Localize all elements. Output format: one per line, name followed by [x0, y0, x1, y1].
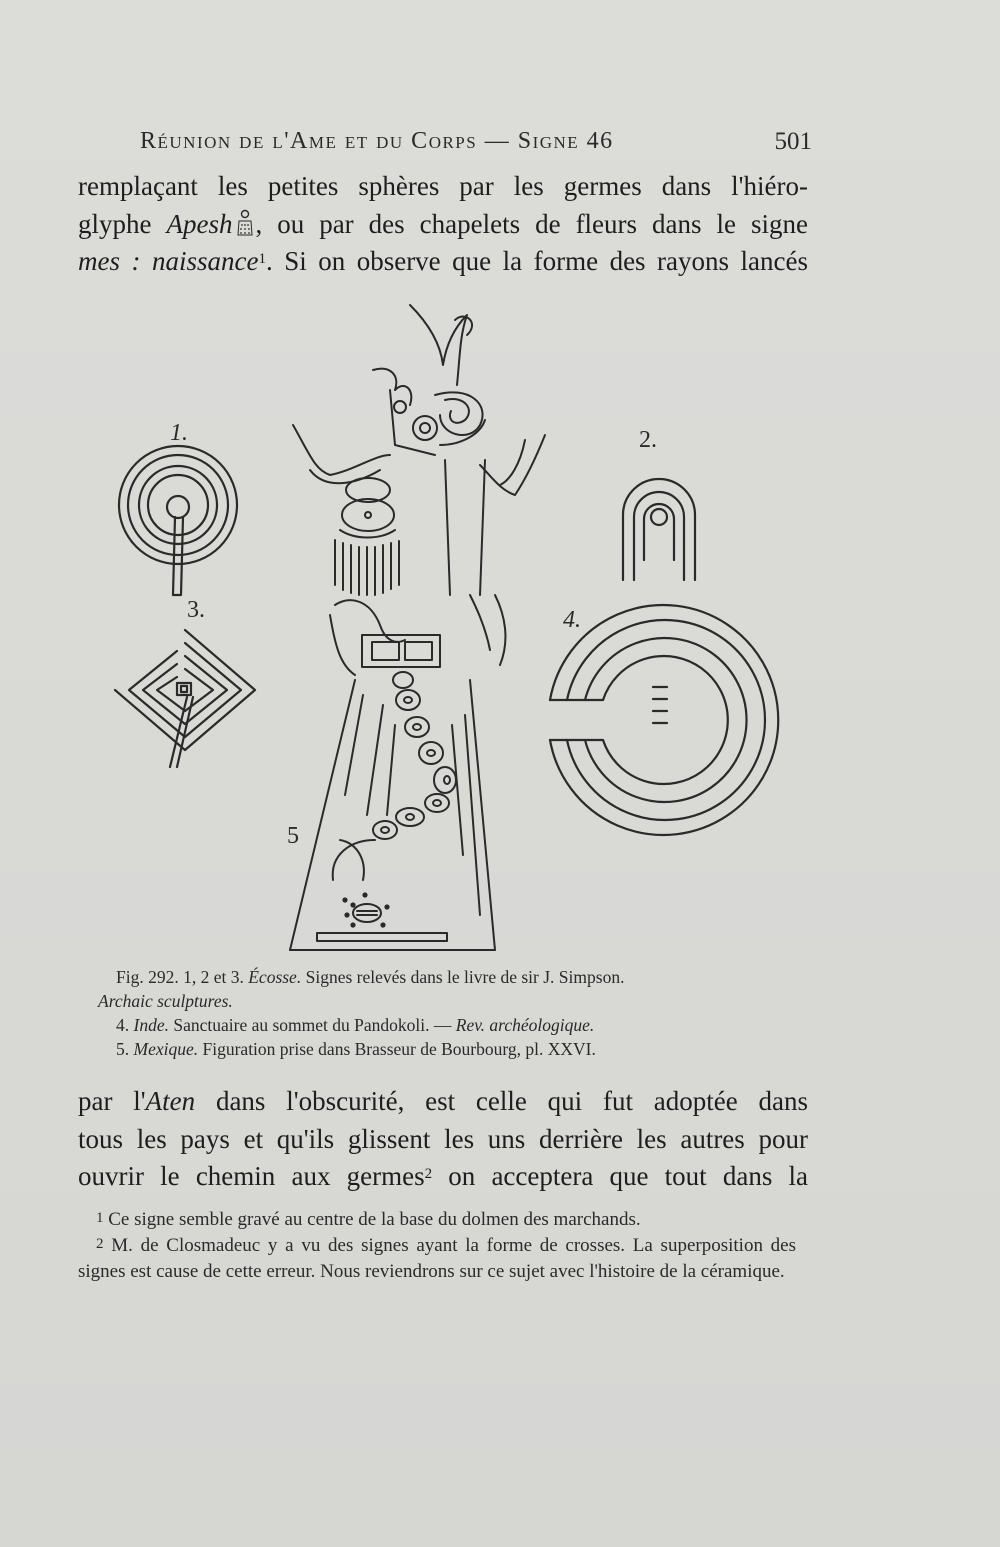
text-line: par l'Aten dans l'obscurité, est celle qui fut adoptée dans — [78, 1086, 809, 1116]
figure-2-horseshoe-arches — [623, 479, 695, 580]
running-header — [140, 128, 812, 156]
footnotes — [78, 1207, 796, 1285]
caption-line: Fig. 292. 1, 2 et 3. Écosse. Signes relevés dans le livre de sir J. Simpson. — [116, 967, 625, 987]
text-line: mes : naissance$^1$. Si on observe que la forme des rayons lancés — [78, 246, 808, 276]
figure-label-1: 1. — [170, 420, 188, 446]
paragraph-top — [78, 168, 808, 281]
figure-292 — [95, 295, 815, 960]
caption-line: 4. Inde. Sanctuaire au sommet du Pandokoli. — Rev. archéologique. — [116, 1015, 595, 1035]
caption-line: Archaic sculptures. — [98, 991, 233, 1011]
running-title: Réunion de l'Ame et du Corps — Signe 46 — [140, 128, 614, 154]
footnote-2: $^2$ M. de Closmadeuc y a vu des signes ayant la forme de crosses. La superposition des signes est cause de cette erreur. Nous reviendrons sur ce sujet avec l'histoire de la céramique. — [78, 1235, 796, 1282]
figure-3-diamond-spiral — [115, 630, 255, 767]
page-number: 501 — [774, 128, 812, 155]
figure-label-5: 5 — [287, 823, 299, 849]
text-line: glyphe Apesh , ou par des chapelets de fleurs dans le signe — [78, 208, 808, 239]
figure-label-4: 4. — [563, 607, 581, 633]
figure-label-2: 2. — [639, 427, 657, 453]
paragraph-bottom — [78, 1083, 808, 1196]
apesh-hieroglyph-icon — [235, 209, 255, 237]
figure-caption — [98, 965, 798, 1061]
text-line: ouvrir le chemin aux germes$^2$ on acceptera que tout dans la — [78, 1161, 808, 1191]
text-line: remplaçant les petites sphères par les germes dans l'hiéro- — [78, 171, 808, 201]
figure-4-open-ring — [550, 605, 778, 835]
caption-line: 5. Mexique. Figuration prise dans Brasseur de Bourbourg, pl. XXVI. — [116, 1039, 596, 1059]
text-line: tous les pays et qu'ils glissent les uns derrière les autres pour — [78, 1123, 808, 1154]
figure-label-3: 3. — [187, 597, 205, 623]
figure-1-concentric-circles — [119, 446, 237, 595]
footnote-1: $^1$ Ce signe semble gravé au centre de la base du dolmen des marchands. — [96, 1209, 641, 1230]
figure-5-mexican-figure — [290, 305, 545, 950]
